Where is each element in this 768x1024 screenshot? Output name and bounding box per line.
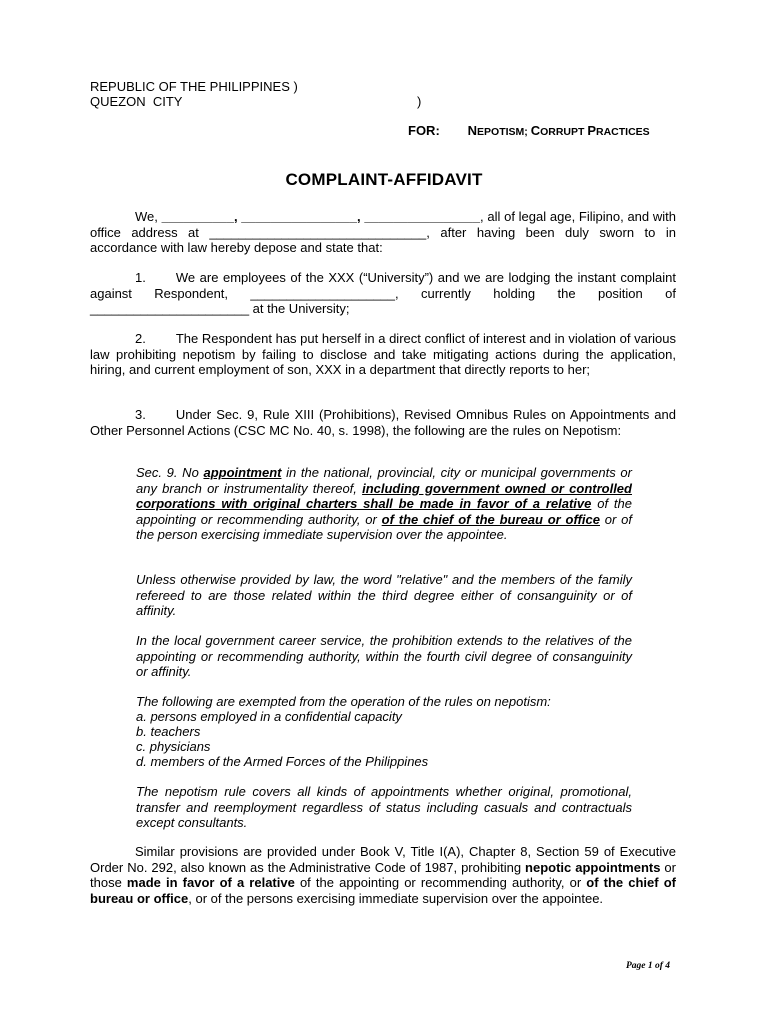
venue-paren: ) — [417, 94, 422, 109]
name-blanks: __________, ________________, ________________ — [161, 209, 480, 224]
paragraph-3: 3. Under Sec. 9, Rule XIII (Prohibitions), Revised Omnibus Rules on Appointments and Other Personnel Actions (CSC MC No. 40, s. 1998), the following are the rules on Nepotism: — [90, 407, 676, 438]
exemption-item: a. persons employed in a confidential capacity — [136, 709, 402, 724]
intro-paragraph: We, __________, ________________, ________________, all of legal age, Filipino, and with office address at ______________________________, after having been duly sworn to in accordance with law hereby depose and state that: — [90, 209, 676, 255]
subject-text: NEPOTISM; CORRUPT PRACTICES — [467, 123, 650, 138]
subject-line — [408, 123, 650, 138]
quote-relative-definition: Unless otherwise provided by law, the word "relative" and the members of the family refereed to are those related within the third degree either of consanguinity or of affinity. — [136, 572, 632, 618]
quote-local-government: In the local government career service, the prohibition extends to the relatives of the appointing or recommending authority, within the fourth civil degree of consanguinity or affinity. — [136, 633, 632, 679]
exemption-item: b. teachers — [136, 724, 201, 739]
venue-block — [90, 79, 422, 109]
exemption-item: c. physicians — [136, 739, 211, 754]
closing-paragraph: Similar provisions are provided under Book V, Title I(A), Chapter 8, Section 59 of Executive Order No. 292, also known as the Administrative Code of 1987, prohibiting nepotic appointments or those made in favor of a relative of the appointing or recommending authority, or of the chief of bureau or office, or of the persons exercising immediate supervision over the appointee. — [90, 844, 676, 906]
paragraph-2: 2. The Respondent has put herself in a direct conflict of interest and in violation of various law prohibiting nepotism by failing to disclose and take mitigating actions during the application, hiring, and current employment of son, XXX in a department that directly reports to her; — [90, 331, 676, 377]
exemption-item: d. members of the Armed Forces of the Philippines — [136, 754, 429, 769]
venue-city-text: QUEZON CITY — [90, 94, 183, 109]
quote-sec-9: Sec. 9. No appointment in the national, provincial, city or municipal governments or any branch or instrumentality thereof, including government owned or controlled corporations with original charters shall be made in favor of a relative of the appointing or recommending authority, or of the chief of the bureau or office or of the person exercising immediate supervision over the appointee. — [136, 465, 633, 542]
quote-nepotism-coverage: The nepotism rule covers all kinds of appointments whether original, promotional, transfer and reemployment regardless of status including casuals and contractuals except consultants. — [136, 784, 632, 830]
page-number: Page 1 of 4 — [626, 961, 671, 971]
venue-line-city — [90, 94, 422, 109]
paragraph-1: 1. We are employees of the XXX (“University”) and we are lodging the instant complaint against Respondent, ____________________, currently holding the position of ______________________ at the University; — [90, 270, 676, 316]
quote-exemptions — [136, 694, 632, 769]
for-label: FOR: — [408, 123, 440, 138]
exemptions-intro: The following are exempted from the operation of the rules on nepotism: — [136, 694, 551, 709]
venue-line-republic: REPUBLIC OF THE PHILIPPINES ) — [90, 79, 298, 94]
document-title: COMPLAINT-AFFIDAVIT — [285, 170, 483, 189]
